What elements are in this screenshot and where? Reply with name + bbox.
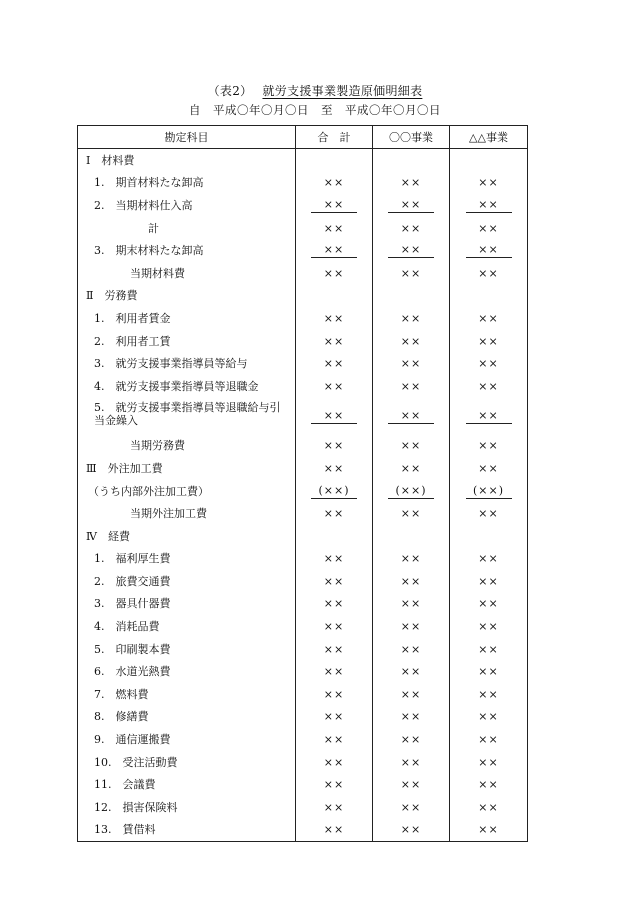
value-cell: [450, 285, 528, 308]
value-cell: ××: [450, 307, 528, 330]
value-cell: [450, 194, 528, 217]
value-cell: ××: [450, 330, 528, 353]
row-label: 3. 器具什器費: [78, 593, 296, 616]
value-cell: [450, 398, 528, 435]
value-cell: ××: [296, 615, 373, 638]
header-row: [78, 126, 528, 149]
value-cell: ××: [450, 548, 528, 571]
table-row: [78, 262, 528, 285]
table-row: [78, 751, 528, 774]
table-row: [78, 375, 528, 398]
underlined-value: (××): [311, 485, 357, 499]
cost-statement-table: [77, 125, 528, 842]
value-cell: [296, 398, 373, 435]
table-row: [78, 706, 528, 729]
table-row: [78, 480, 528, 503]
row-label: 9. 通信運搬費: [78, 728, 296, 751]
row-label: （うち内部外注加工費）: [78, 480, 296, 503]
underlined-value: ××: [311, 244, 357, 258]
value-cell: ××: [373, 660, 450, 683]
value-cell: [373, 239, 450, 262]
value-cell: ××: [450, 796, 528, 819]
row-label: 10. 受注活動費: [78, 751, 296, 774]
value-cell: ××: [296, 375, 373, 398]
value-cell: ××: [373, 615, 450, 638]
value-cell: ××: [296, 570, 373, 593]
value-cell: ××: [373, 375, 450, 398]
value-cell: ××: [450, 352, 528, 375]
underlined-value: ××: [466, 244, 512, 258]
row-label: 2. 当期材料仕入高: [78, 194, 296, 217]
value-cell: ××: [296, 307, 373, 330]
value-cell: ××: [296, 172, 373, 195]
value-cell: ××: [296, 796, 373, 819]
row-label: 7. 燃料費: [78, 683, 296, 706]
value-cell: [450, 525, 528, 548]
row-label: 11. 会議費: [78, 773, 296, 796]
row-label: 6. 水道光熱費: [78, 660, 296, 683]
row-label: 2. 利用者工賃: [78, 330, 296, 353]
header-account: 勘定科目: [78, 126, 296, 149]
table-row: [78, 728, 528, 751]
table-row: [78, 457, 528, 480]
underlined-value: ××: [388, 199, 434, 213]
value-cell: [296, 525, 373, 548]
value-cell: [296, 194, 373, 217]
value-cell: ××: [373, 819, 450, 842]
value-cell: [450, 480, 528, 503]
value-cell: ××: [373, 352, 450, 375]
table-row: [78, 502, 528, 525]
value-cell: ××: [450, 502, 528, 525]
value-cell: [296, 480, 373, 503]
table-row: [78, 773, 528, 796]
value-cell: ××: [450, 217, 528, 240]
underlined-value: ××: [466, 410, 512, 424]
value-cell: [296, 239, 373, 262]
value-cell: ××: [296, 683, 373, 706]
underlined-value: ××: [388, 410, 434, 424]
value-cell: ××: [296, 819, 373, 842]
value-cell: [450, 239, 528, 262]
table-row: [78, 172, 528, 195]
value-cell: ××: [450, 435, 528, 458]
table-number: （表2）: [207, 84, 253, 98]
row-label: 1. 福利厚生費: [78, 548, 296, 571]
value-cell: ××: [373, 217, 450, 240]
value-cell: ××: [296, 262, 373, 285]
value-cell: ××: [373, 502, 450, 525]
value-cell: [373, 398, 450, 435]
value-cell: ××: [373, 435, 450, 458]
table-row: [78, 819, 528, 842]
section-label-labor: Ⅱ 労務費: [78, 285, 296, 308]
section-label-outsourcing: Ⅲ 外注加工費: [78, 457, 296, 480]
header-total: 合 計: [296, 126, 373, 149]
value-cell: ××: [296, 502, 373, 525]
underlined-value: ××: [311, 199, 357, 213]
value-cell: ××: [450, 683, 528, 706]
value-cell: ××: [373, 262, 450, 285]
total-label: 当期材料費: [78, 262, 296, 285]
value-cell: ××: [296, 728, 373, 751]
row-label: 1. 利用者賃金: [78, 307, 296, 330]
header-business-a: 〇〇事業: [373, 126, 450, 149]
value-cell: ××: [450, 728, 528, 751]
value-cell: ××: [373, 796, 450, 819]
row-label: 8. 修繕費: [78, 706, 296, 729]
value-cell: ××: [296, 773, 373, 796]
statement-name: 就労支援事業製造原価明細表: [262, 84, 423, 98]
row-label: 3. 期末材料たな卸高: [78, 239, 296, 262]
value-cell: ××: [450, 751, 528, 774]
underlined-value: ××: [466, 199, 512, 213]
table-row: [78, 615, 528, 638]
section-label-expenses: Ⅳ 経費: [78, 525, 296, 548]
underlined-value: (××): [466, 485, 512, 499]
table-row: [78, 548, 528, 571]
table-row: [78, 285, 528, 308]
row-label: 4. 消耗品費: [78, 615, 296, 638]
table-row: [78, 593, 528, 616]
table-row: [78, 796, 528, 819]
value-cell: ××: [450, 615, 528, 638]
row-label: 1. 期首材料たな卸高: [78, 172, 296, 195]
value-cell: ××: [296, 217, 373, 240]
value-cell: ××: [373, 457, 450, 480]
value-cell: ××: [373, 548, 450, 571]
value-cell: ××: [450, 457, 528, 480]
table-row: [78, 194, 528, 217]
value-cell: ××: [296, 638, 373, 661]
value-cell: ××: [373, 330, 450, 353]
value-cell: ××: [450, 638, 528, 661]
value-cell: ××: [296, 548, 373, 571]
underlined-value: ××: [311, 410, 357, 424]
underlined-value: (××): [388, 485, 434, 499]
value-cell: ××: [296, 330, 373, 353]
value-cell: ××: [373, 751, 450, 774]
row-label: 13. 賃借料: [78, 819, 296, 842]
value-cell: ××: [450, 262, 528, 285]
row-label: 5. 印刷製本費: [78, 638, 296, 661]
table-row: [78, 330, 528, 353]
table-row: [78, 352, 528, 375]
value-cell: [296, 149, 373, 172]
table-row: [78, 149, 528, 172]
value-cell: [373, 285, 450, 308]
underlined-value: ××: [388, 244, 434, 258]
table-row: [78, 660, 528, 683]
table-row: [78, 217, 528, 240]
value-cell: ××: [296, 751, 373, 774]
row-label: 2. 旅費交通費: [78, 570, 296, 593]
value-cell: [373, 480, 450, 503]
table-row: [78, 525, 528, 548]
value-cell: [373, 194, 450, 217]
table-row: [78, 398, 528, 435]
table-row: [78, 239, 528, 262]
value-cell: ××: [296, 352, 373, 375]
row-label: 3. 就労支援事業指導員等給与: [78, 352, 296, 375]
table-row: [78, 435, 528, 458]
row-label: 12. 損害保険料: [78, 796, 296, 819]
value-cell: ××: [373, 773, 450, 796]
value-cell: ××: [373, 638, 450, 661]
value-cell: ××: [296, 457, 373, 480]
value-cell: [450, 149, 528, 172]
value-cell: ××: [373, 706, 450, 729]
section-label-materials: Ⅰ 材料費: [78, 149, 296, 172]
value-cell: ××: [450, 660, 528, 683]
value-cell: ××: [450, 172, 528, 195]
subtotal-label: 計: [78, 217, 296, 240]
value-cell: ××: [450, 706, 528, 729]
value-cell: ××: [296, 593, 373, 616]
header-business-b: △△事業: [450, 126, 528, 149]
value-cell: ××: [450, 375, 528, 398]
value-cell: ××: [373, 570, 450, 593]
value-cell: ××: [296, 435, 373, 458]
document-title: [0, 83, 630, 99]
value-cell: ××: [373, 683, 450, 706]
value-cell: [373, 525, 450, 548]
value-cell: [373, 149, 450, 172]
period-line: 自 平成〇年〇月〇日 至 平成〇年〇月〇日: [189, 103, 441, 117]
value-cell: [296, 285, 373, 308]
value-cell: ××: [450, 570, 528, 593]
value-cell: ××: [296, 706, 373, 729]
table-row: [78, 638, 528, 661]
total-label: 当期外注加工費: [78, 502, 296, 525]
value-cell: ××: [450, 773, 528, 796]
table-row: [78, 570, 528, 593]
value-cell: ××: [373, 593, 450, 616]
value-cell: ××: [450, 593, 528, 616]
table-row: [78, 683, 528, 706]
value-cell: ××: [373, 307, 450, 330]
table-row: [78, 307, 528, 330]
value-cell: ××: [373, 728, 450, 751]
value-cell: ××: [296, 660, 373, 683]
row-label: 4. 就労支援事業指導員等退職金: [78, 375, 296, 398]
total-label: 当期労務費: [78, 435, 296, 458]
value-cell: ××: [373, 172, 450, 195]
value-cell: ××: [450, 819, 528, 842]
row-label: 5. 就労支援事業指導員等退職給与引当金繰入: [78, 398, 296, 435]
